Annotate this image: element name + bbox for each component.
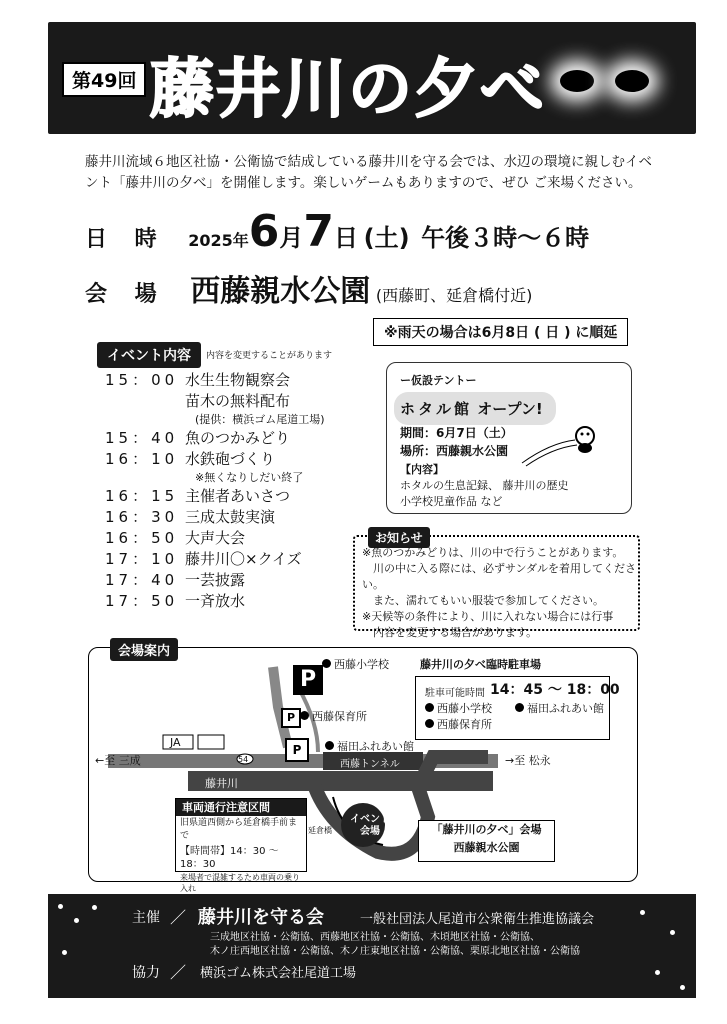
footer-orgs-1: 三成地区社協・公衛協、西藤地区社協・公衛協、木頃地区社協・公衛協、 <box>210 932 540 943</box>
map-event-spot: イベント 会場 <box>350 814 390 837</box>
parking-hours: 14：45 〜 18：00 <box>490 682 620 698</box>
date-label: 日 時 <box>85 227 167 252</box>
schedule-item <box>105 549 375 570</box>
edition-badge: 第49回 <box>62 62 146 97</box>
parking-lot-2: 福田ふれあい館 <box>515 700 604 716</box>
schedule-item: (提供：横浜ゴム尾道工場) <box>195 413 325 426</box>
schedule-item <box>105 591 375 612</box>
map-river-label: 藤井川 <box>205 777 238 790</box>
venue-row <box>85 266 532 310</box>
schedule-time: 15：00 <box>105 371 179 389</box>
venue-label: 会 場 <box>85 282 167 307</box>
schedule-time: 16：10 <box>105 450 179 468</box>
date-day-unit: 日 <box>334 224 359 252</box>
rain-notice: ※雨天の場合は6月8日 ( 日 ) に順延 <box>373 318 628 346</box>
event-tab: イベント内容 <box>97 342 201 368</box>
schedule-text: 一芸披露 <box>185 571 246 589</box>
footer-host-1: 藤井川を守る会 <box>198 907 324 928</box>
schedule-item <box>105 428 375 449</box>
schedule-item: ※無くなりしだい終了 <box>195 471 304 484</box>
notice-text <box>362 545 637 641</box>
map-bridge-label: 延倉橋 <box>308 826 332 835</box>
schedule-time: 16：30 <box>105 508 179 526</box>
map-route-number: 54 <box>238 755 249 764</box>
map-right-direction: →至 松永 <box>505 754 551 767</box>
parking-icon: P <box>285 738 309 762</box>
schedule-text: 藤井川〇×クイズ <box>185 550 302 568</box>
hotaru-content <box>400 462 569 510</box>
map-tab: 会場案内 <box>110 638 178 661</box>
date-month-unit: 月 <box>279 224 304 252</box>
intro-text: 藤井川流域６地区社協・公衛協で結成している藤井川を守る会では、水辺の環境に親しむイベント「藤井川の夕べ」を開催します。楽しいゲームもありますので、ぜひ ご来場ください。 <box>85 154 652 191</box>
schedule-item <box>105 370 375 391</box>
map-tunnel-label: 西藤トンネル <box>340 759 400 770</box>
schedule-text: 一斉放水 <box>185 592 246 610</box>
date-weekday: (土) <box>363 224 410 252</box>
date-time: 午後３時〜６時 <box>421 224 590 252</box>
schedule-text: 主催者あいさつ <box>185 487 291 505</box>
hotaru-open: オープン! <box>477 400 543 418</box>
notice-line: 川の中に入る際には、必ずサンダルを着用してください。 <box>362 562 637 591</box>
warning-time: 【時間帯】14：30 〜 18：30 <box>180 846 279 870</box>
hotaru-tag: ー仮設テントー <box>400 374 477 387</box>
parking-icon: P <box>281 708 301 728</box>
schedule-text: 水生生物観察会 <box>185 371 291 389</box>
footer-host-label: 主催 <box>132 910 160 926</box>
notice-line: ※天候等の条件により、川に入れない場合には行事 <box>362 610 614 623</box>
schedule-text: 水鉄砲づくり <box>185 450 276 468</box>
notice-line: また、濡れてもいい服装で参加してください。 <box>362 594 604 607</box>
schedule-time: 16：15 <box>105 487 179 505</box>
map-label-school: 西藤小学校 <box>322 656 389 672</box>
hotaru-period: 期間：6月7日（土） <box>400 426 513 440</box>
schedule-text: 大声大会 <box>185 529 246 547</box>
footer-coop-label: 協力 <box>132 965 160 981</box>
schedule-item <box>105 570 375 591</box>
schedule-time: 17：50 <box>105 592 179 610</box>
hotaru-name: ホタル館 <box>400 400 473 418</box>
warning-title: 車両通行注意区間 <box>176 799 306 816</box>
schedule-item <box>105 449 375 470</box>
date-row <box>85 206 589 257</box>
footer-coop: 横浜ゴム株式会社尾道工場 <box>200 966 357 981</box>
event-note: 内容を変更することがあります <box>206 351 333 361</box>
schedule-list <box>105 370 375 612</box>
schedule-text: 魚のつかみどり <box>185 429 291 447</box>
schedule-item <box>105 528 375 549</box>
map-label-nursery: 西藤保育所 <box>300 708 367 724</box>
firefly-icon <box>615 70 649 92</box>
parking-title: 藤井川の夕べ臨時駐車場 <box>420 658 541 671</box>
map-left-direction: ←至 三成 <box>95 754 141 767</box>
date-month: 6 <box>248 206 280 257</box>
firefly-mascot-icon <box>520 418 610 468</box>
hotaru-place: 場所：西藤親水公園 <box>400 444 509 458</box>
hotaru-content-label: 【内容】 <box>400 463 444 476</box>
parking-lot-3: 西藤保育所 <box>425 716 492 732</box>
warning-sub: 旧県道西側から延倉橋手前まで <box>180 818 298 841</box>
date-year: 2025年 <box>188 231 249 250</box>
schedule-time: 17：10 <box>105 550 179 568</box>
firefly-icon <box>560 70 594 92</box>
schedule-time: 15：40 <box>105 429 179 447</box>
warning-note: 来場者で混雑するため車両の乗り入れ <box>180 873 300 893</box>
notice-tab: お知らせ <box>368 527 430 548</box>
venue-place: (西藤町、延倉橋付近) <box>375 286 533 305</box>
hotaru-content-2: 小学校児童作品 など <box>400 495 503 508</box>
schedule-item <box>105 486 375 507</box>
notice-line: 内容を変更する場合があります。 <box>362 626 538 639</box>
venue-name: 西藤親水公園 <box>190 274 371 309</box>
parking-icon: P <box>293 665 323 695</box>
hotaru-info <box>400 424 513 460</box>
parking-hours-label: 駐車可能時間 <box>425 688 485 699</box>
page-title: 藤井川の夕べ <box>150 53 546 127</box>
schedule-item: 苗木の無料配布 <box>185 392 291 410</box>
date-day: 7 <box>303 206 335 257</box>
schedule-time: 17：40 <box>105 571 179 589</box>
footer-host-2: 一般社団法人尾道市公衆衛生推進協議会 <box>360 912 595 927</box>
schedule-time: 16：50 <box>105 529 179 547</box>
traffic-warning-box <box>175 798 307 893</box>
parking-lot-1: 西藤小学校 <box>425 700 492 716</box>
hotaru-content-1: ホタルの生息記録、 藤井川の歴史 <box>400 479 569 492</box>
schedule-text: 三成太鼓実演 <box>185 508 276 526</box>
map-label-ja: JA <box>170 736 181 749</box>
venue-label-box: 「藤井川の夕べ」会場 西藤親水公園 <box>418 820 555 862</box>
notice-line: ※魚のつかみどりは、川の中で行うことがあります。 <box>362 546 624 559</box>
map-label-fureai: 福田ふれあい館 <box>325 738 414 754</box>
schedule-item <box>105 507 375 528</box>
footer-orgs-2: 木ノ庄西地区社協・公衛協、木ノ庄東地区社協・公衛協、栗原北地区社協・公衛協 <box>210 946 580 957</box>
